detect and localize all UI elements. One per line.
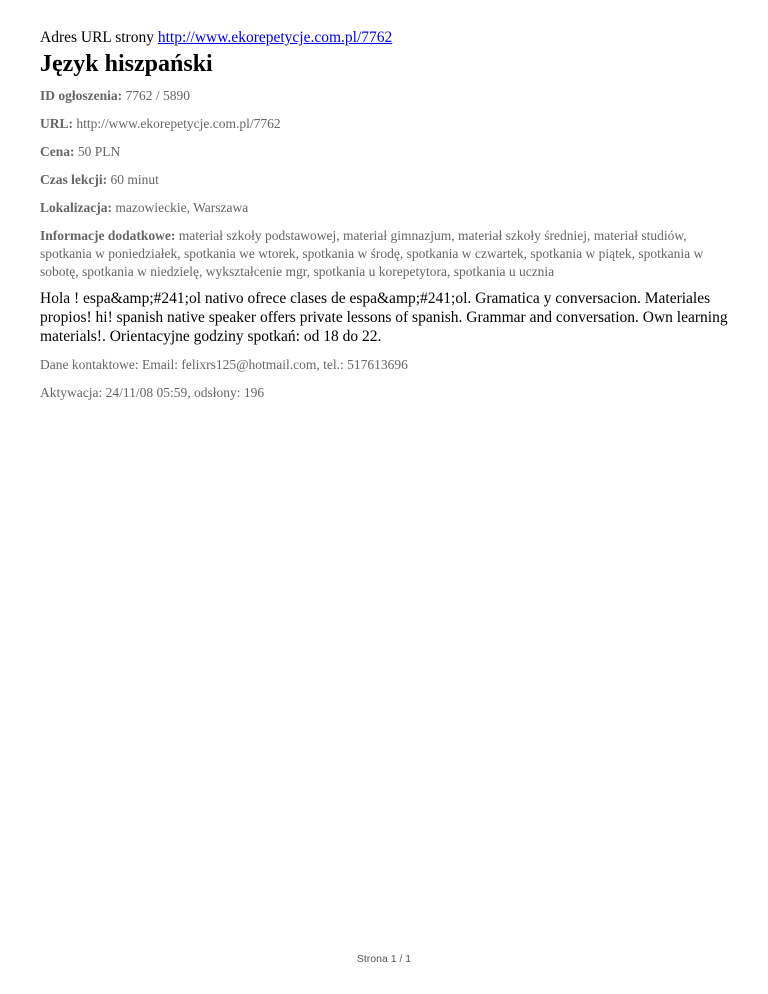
ad-id-field: [40, 87, 740, 105]
lesson-duration-label: Czas lekcji:: [40, 172, 108, 187]
page-title: Język hiszpański: [40, 51, 213, 77]
url-label: URL:: [40, 116, 73, 131]
location-label: Lokalizacja:: [40, 200, 112, 215]
location-field: [40, 199, 740, 217]
document-page: [40, 28, 740, 412]
page-url-line: [40, 28, 740, 48]
page-number-footer: Strona 1 / 1: [356, 953, 412, 965]
ad-id-label: ID ogłoszenia:: [40, 88, 123, 103]
url-field: [40, 115, 740, 133]
url-value: http://www.ekorepetycje.com.pl/7762: [76, 116, 281, 131]
additional-info-value: materiał szkoły podstawowej, materiał gimnazjum, materiał szkoły średniej, materiał studiów, spotkania w poniedziałek, spotkania we wtorek, spotkania w środę, spotkania w czwartek, spotkania w piątek, spotkania w sobotę, spotkania w niedzielę, wykształcenie mgr, spotkania u korepetytora, spotkania u ucznia: [40, 228, 704, 279]
location-value: mazowieckie, Warszawa: [115, 200, 249, 215]
lesson-duration-value: 60 minut: [110, 172, 159, 187]
ad-description: Hola ! espa&amp;#241;ol nativo ofrece clases de espa&amp;#241;ol. Gramatica y conversacion. Materiales propios! hi! spanish native speaker offers private lessons of spanish. Grammar and conversation. Own learning materials!. Orientacyjne godziny spotkań: od 18 do 22.: [40, 290, 728, 345]
price-value: 50 PLN: [77, 144, 121, 159]
additional-info-field: [40, 227, 740, 281]
activation-info: Aktywacja: 24/11/08 05:59, odsłony: 196: [40, 385, 265, 400]
url-prefix: Adres URL strony: [40, 29, 154, 46]
price-label: Cena:: [40, 144, 75, 159]
contact-details: Dane kontaktowe: Email: felixrs125@hotmail.com, tel.: 517613696: [40, 357, 408, 372]
ad-id-value: 7762 / 5890: [125, 88, 191, 103]
lesson-duration-field: [40, 171, 740, 189]
additional-info-label: Informacje dodatkowe:: [40, 228, 176, 243]
page-url-link[interactable]: http://www.ekorepetycje.com.pl/7762: [157, 29, 393, 46]
price-field: [40, 143, 740, 161]
